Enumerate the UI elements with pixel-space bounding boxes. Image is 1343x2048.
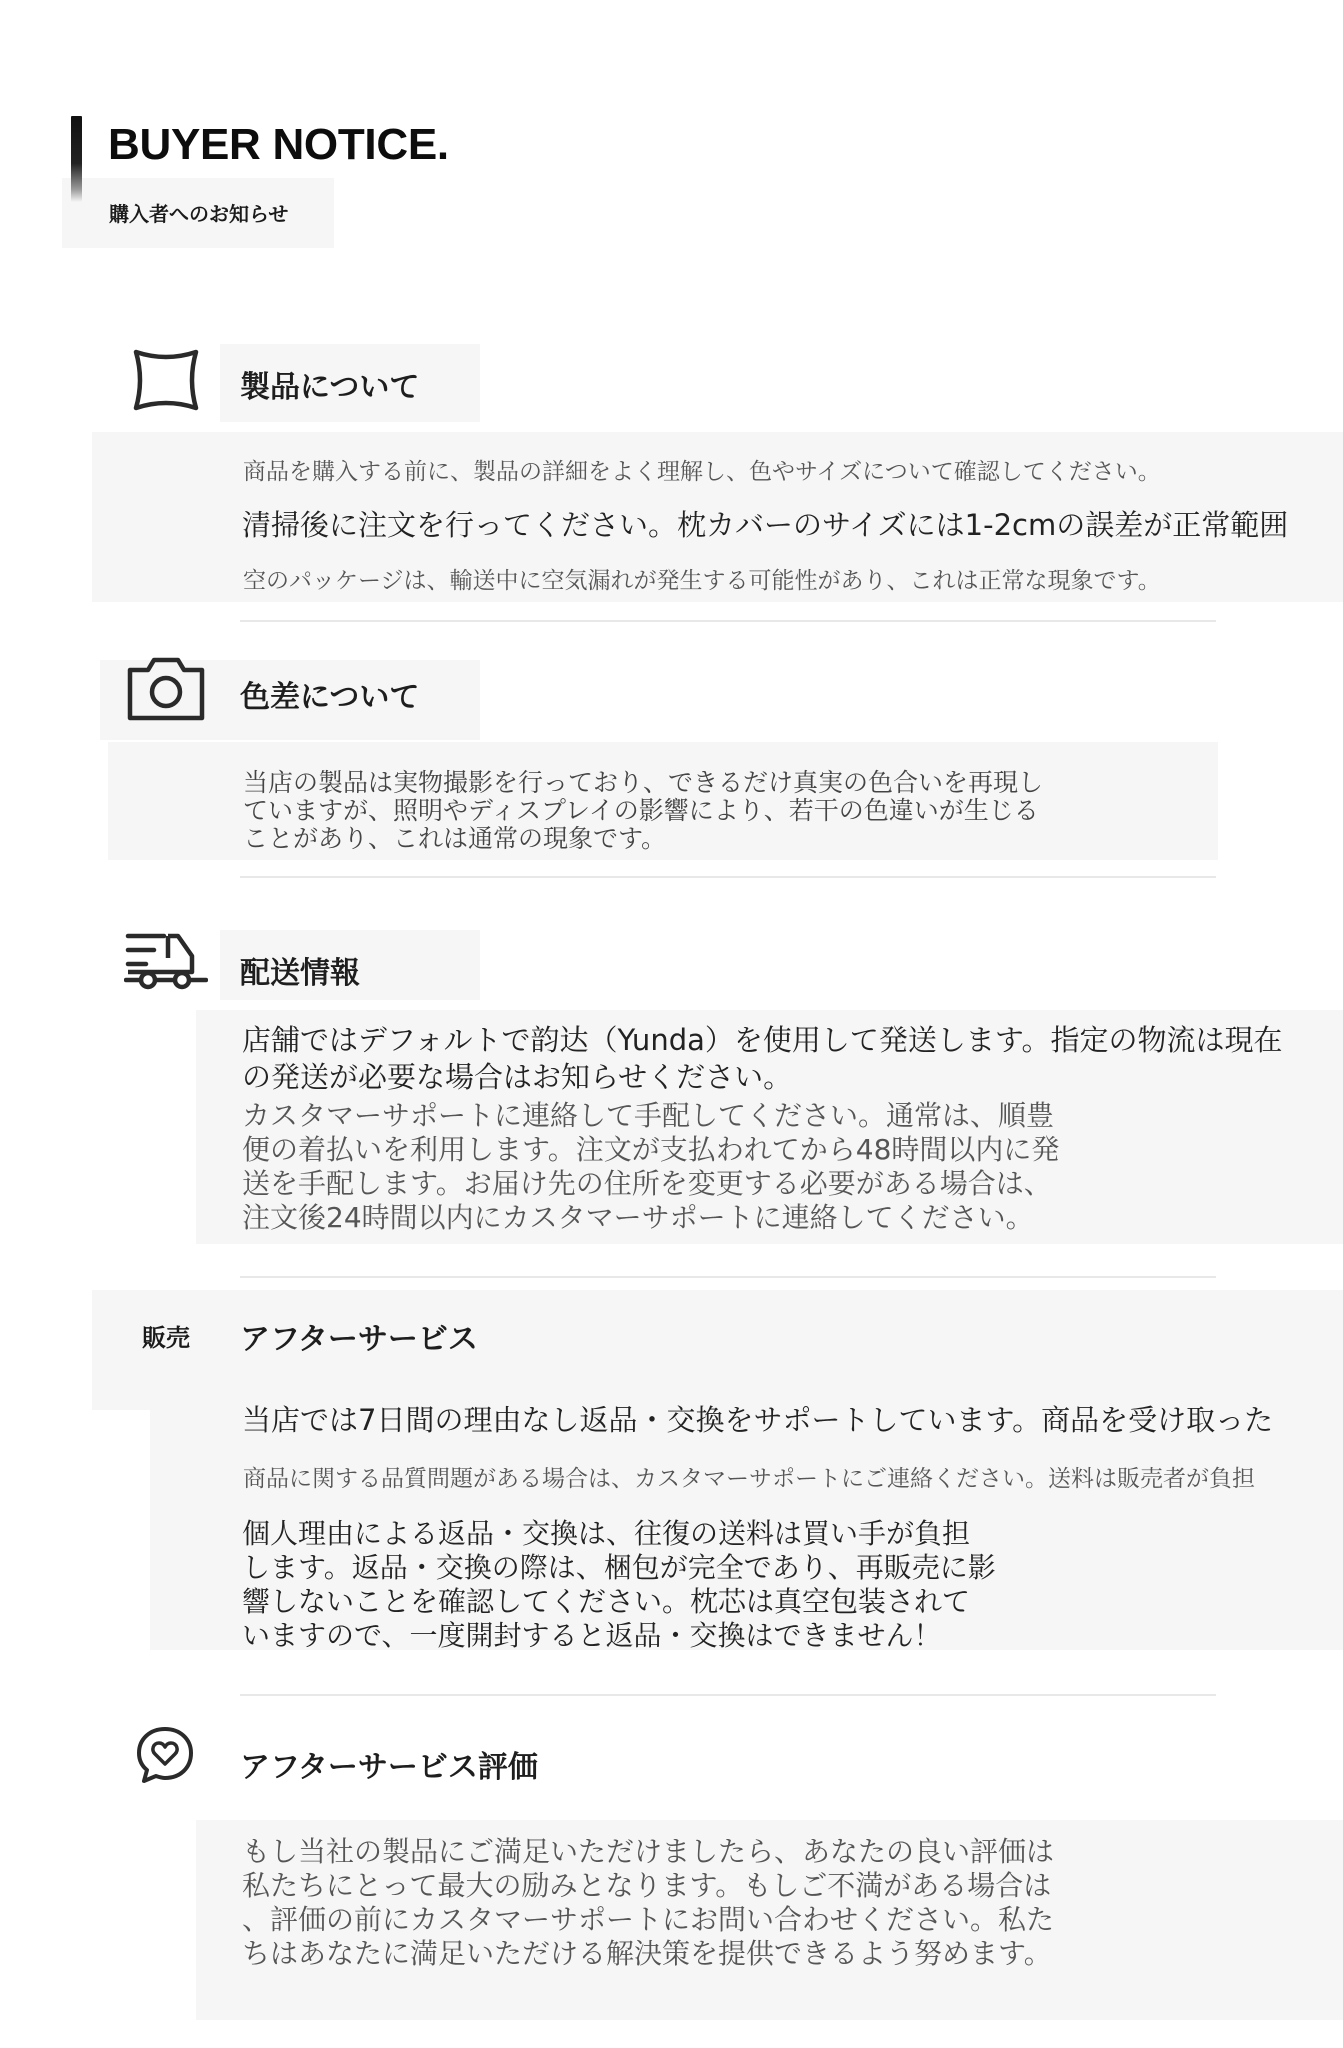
after-service-text-4: します。返品・交換の際は、梱包が完全であり、再販売に影 [242, 1551, 996, 1584]
shipping-text-4: 便の着払いを利用します。注文が支払われてから48時間以内に発 [242, 1133, 1060, 1166]
section-title-shipping: 配送情報 [240, 956, 360, 991]
after-service-text-3: 個人理由による返品・交換は、往復の送料は買い手が負担 [242, 1517, 971, 1550]
page-subtitle: 購入者へのお知らせ [109, 202, 289, 226]
section-title-product: 製品について [240, 370, 420, 405]
delivery-truck-icon [124, 928, 208, 992]
review-text-3: 、評価の前にカスタマーサポートにお問い合わせください。私た [242, 1903, 1055, 1936]
camera-icon [126, 656, 206, 722]
after-service-text-6: いますので、一度開封すると返品・交換はできません！ [242, 1619, 942, 1652]
color-text-2: ていますが、照明やディスプレイの影響により、若干の色違いが生じる [243, 796, 1039, 825]
divider [240, 876, 1216, 878]
shipping-text-6: 注文後24時間以内にカスタマーサポートに連絡してください。 [242, 1201, 1034, 1234]
heart-chat-icon [134, 1724, 196, 1786]
section-title-review: アフターサービス評価 [240, 1750, 538, 1785]
section-title-after-service: アフターサービス [240, 1322, 478, 1357]
shipping-text-2: の発送が必要な場合はお知らせください。 [242, 1060, 793, 1094]
shipping-text-3: カスタマーサポートに連絡して手配してください。通常は、順豊 [242, 1099, 1055, 1132]
divider [240, 1694, 1216, 1696]
review-text-4: ちはあなたに満足いただける解決策を提供できるよう努めます。 [242, 1937, 1052, 1970]
color-text-3: ことがあり、これは通常の現象です。 [243, 824, 667, 853]
after-service-text-2: 商品に関する品質問題がある場合は、カスタマーサポートにご連絡ください。送料は販売者が負担 [243, 1466, 1255, 1492]
color-text-1: 当店の製品は実物撮影を行っており、できるだけ真実の色合いを再現し [243, 768, 1044, 797]
divider [240, 620, 1216, 622]
review-text-2: 私たちにとって最大の励みとなります。もしご不満がある場合は [242, 1869, 1052, 1902]
product-text-3: 空のパッケージは、輸送中に空気漏れが発生する可能性があり、これは正常な現象です。 [243, 568, 1161, 594]
review-text-1: もし当社の製品にご満足いただけましたら、あなたの良い評価は [242, 1835, 1055, 1868]
shipping-text-1: 店舗ではデフォルトで韵达（Yunda）を使用して発送します。指定の物流は現在 [242, 1023, 1283, 1057]
after-service-icon-label: 販売 [142, 1324, 190, 1352]
product-text-1: 商品を購入する前に、製品の詳細をよく理解し、色やサイズについて確認してください。 [243, 459, 1161, 485]
product-text-2: 清掃後に注文を行ってください。枕カバーのサイズには1-2cmの誤差が正常範囲 [242, 508, 1289, 542]
page-title: BUYER NOTICE. [108, 120, 449, 169]
divider [240, 1276, 1216, 1278]
after-service-text-5: 響しないことを確認してください。枕芯は真空包装されて [242, 1585, 971, 1618]
shipping-text-5: 送を手配します。お届け先の住所を変更する必要がある場合は、 [242, 1167, 1052, 1200]
header-accent-bar [71, 116, 82, 202]
after-service-text-1: 当店では7日間の理由なし返品・交換をサポートしています。商品を受け取った [242, 1403, 1274, 1437]
section-title-color: 色差について [240, 680, 420, 715]
pillow-icon [130, 346, 202, 414]
